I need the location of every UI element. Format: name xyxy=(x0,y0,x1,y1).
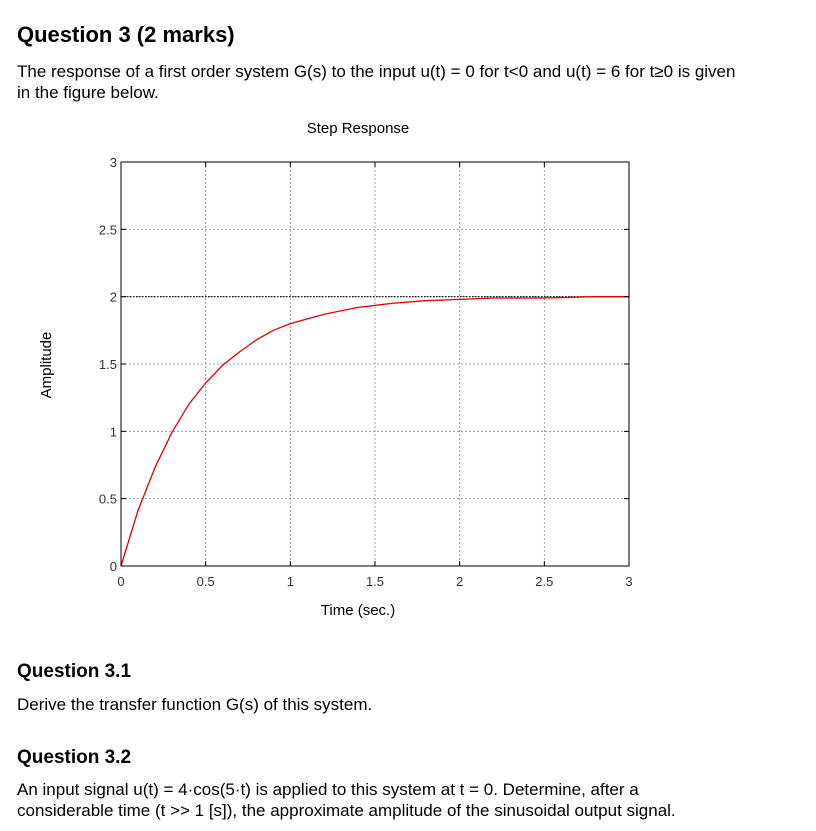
grid xyxy=(121,162,629,566)
x-tick-label: 1 xyxy=(286,574,294,589)
question-3-text-line-1: The response of a first order system G(s) to the input u(t) = 0 for t<0 and u(t) = 6 for t≥0 is given xyxy=(17,62,736,81)
y-tick-label: 0 xyxy=(109,559,117,574)
question-3-1-title: Question 3.1 xyxy=(17,661,132,682)
question-3-1-text: Derive the transfer function G(s) of this system. xyxy=(17,695,373,714)
question-3-title: Question 3 (2 marks) xyxy=(17,22,235,47)
question-3-2-text-line-1: An input signal u(t) = 4·cos(5·t) is applied to this system at t = 0. Determine, after a xyxy=(17,780,639,799)
x-axis-label: Time (sec.) xyxy=(320,602,396,619)
x-tick-label: 0.5 xyxy=(196,574,215,589)
question-3-2-title: Question 3.2 xyxy=(17,747,132,768)
x-tick-label: 0 xyxy=(117,574,125,589)
x-tick-label: 2 xyxy=(456,574,464,589)
y-tick-label: 2 xyxy=(109,289,117,305)
chart-title: Step Response xyxy=(306,120,410,137)
y-tick-label: 1 xyxy=(109,424,117,440)
x-tick-label: 2.5 xyxy=(535,574,554,589)
y-tick-label: 1.5 xyxy=(98,357,117,372)
tick-layer xyxy=(99,155,633,589)
y-tick-label: 2.5 xyxy=(98,222,117,238)
question-3-2-text-line-2: considerable time (t >> 1 [s]), the approximate amplitude of the sinusoidal output signal. xyxy=(17,801,676,820)
y-axis-label: Amplitude xyxy=(38,331,55,399)
x-tick-label: 1.5 xyxy=(365,574,385,589)
question-3-text-line-2: in the figure below. xyxy=(17,83,159,102)
y-tick-label: 0.5 xyxy=(98,491,117,507)
y-tick-label: 3 xyxy=(109,155,117,170)
x-tick-label: 3 xyxy=(625,574,633,589)
